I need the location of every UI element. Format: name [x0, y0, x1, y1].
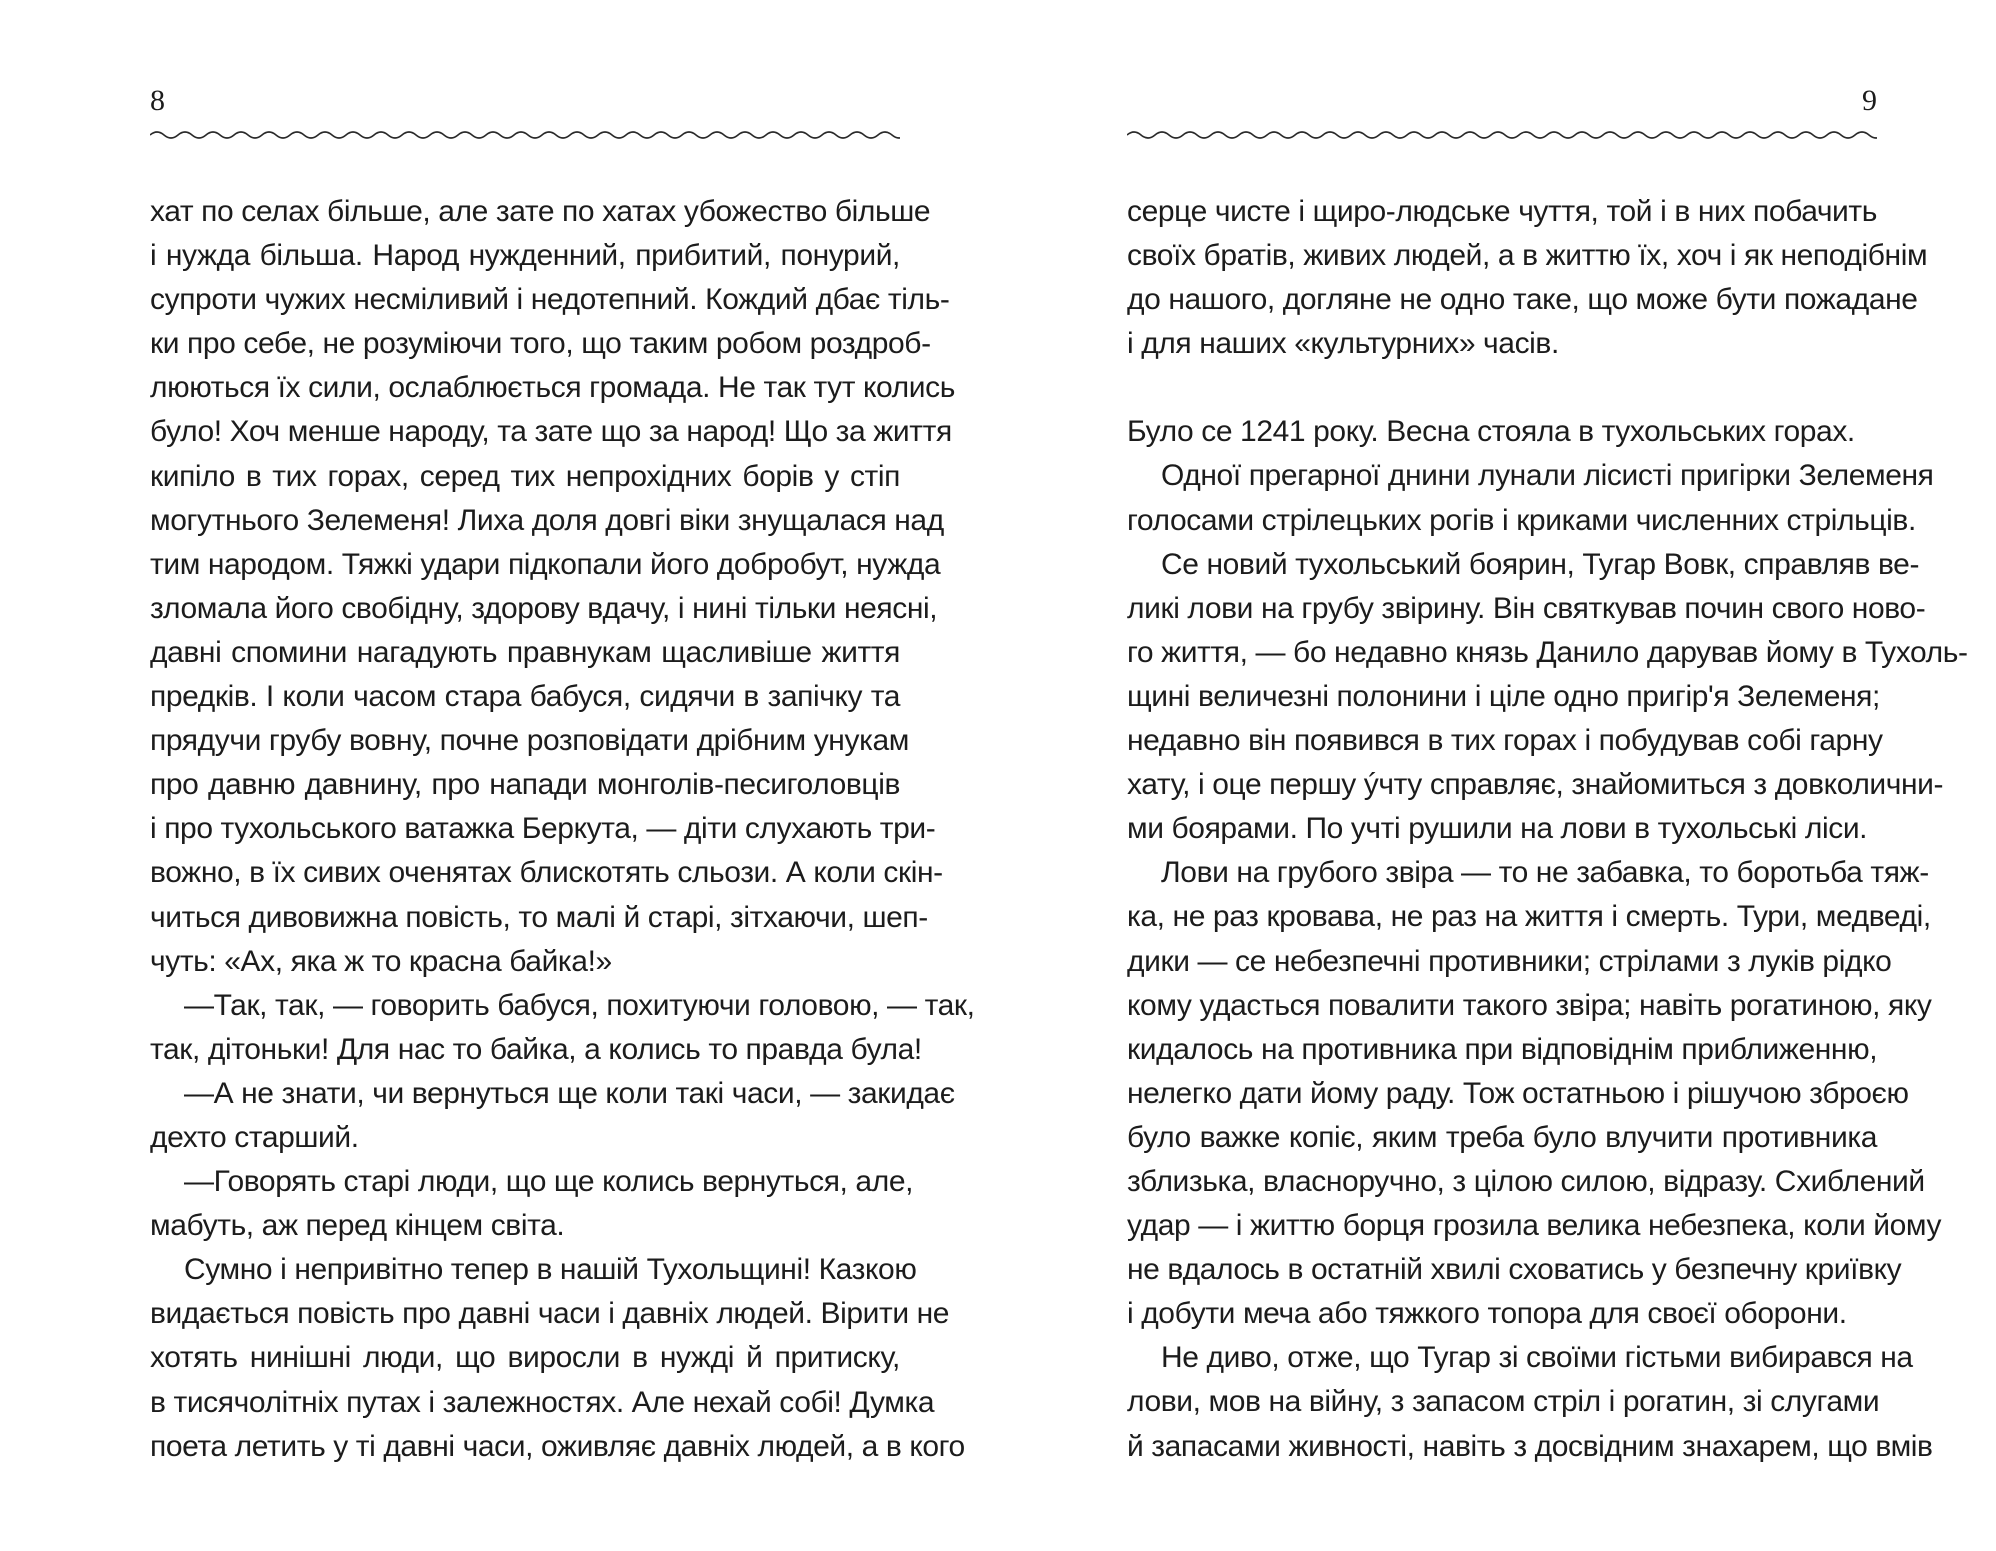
right-page-body: [1127, 190, 1968, 1469]
text-line: хат по селах більше, але зате по хатах убожество більше: [150, 195, 931, 228]
text-line: так, дітоньки! Для нас то байка, а колись то правда була!: [150, 1032, 922, 1066]
text-line: —А не знати, чи вернуться ще коли такі часи, — закидає: [184, 1076, 955, 1110]
text-line: недавно він появився в тих горах і побудував собі гарну: [1127, 724, 1883, 758]
text-line: в тисячолітніх путах і залежностях. Але нехай собі! Думка: [150, 1385, 935, 1419]
text-line: —Говорять старі люди, що ще колись вернуться, але,: [184, 1165, 914, 1199]
text-line: го життя, — бо недавно князь Данило дарував йому в Тухоль-: [1127, 635, 1968, 669]
text-line: не вдалось в остатній хвилі сховатись у безпечну криївку: [1127, 1253, 1902, 1287]
text-line: Одної прегарної днини лунали лісисті пригірки Зелеменя: [1161, 459, 1934, 493]
text-line: кидалось на противника при відповіднім приближенню,: [1127, 1032, 1878, 1066]
text-line: —Так, так, — говорить бабуся, похитуючи головою, — так,: [184, 988, 975, 1022]
text-line: лови, мов на війну, з запасом стріл і рогатин, зі слугами: [1127, 1385, 1880, 1419]
left-page-body: [150, 190, 975, 1469]
text-line: голосами стрілецьких рогів і криками численних стрільців.: [1127, 503, 1916, 537]
section-break: [1127, 366, 1877, 410]
text-line: і для наших «культурних» часів.: [1127, 327, 1559, 361]
text-line: тим народом. Тяжкі удари підкопали його добробут, нужда: [150, 547, 941, 581]
text-line: вожно, в їх сивих оченятах блискотять сльози. А коли скін-: [150, 856, 943, 890]
text-line: предків. І коли часом стара бабуся, сидячи в запічку та: [150, 680, 900, 714]
text-line: було важке копіє, яким треба було влучити противника: [1127, 1120, 1877, 1154]
text-line: кипіло в тих горах, серед тих непрохідних борів у стіп: [150, 459, 900, 493]
text-line: ликі лови на грубу звірину. Він святкував почин свого ново-: [1127, 591, 1926, 625]
text-line: супроти чужих несміливий і недотепний. Кождий дбає тіль-: [150, 283, 950, 317]
text-line: кому удасться повалити такого звіра; навіть рогатиною, яку: [1127, 988, 1932, 1022]
text-line: і про тухольського ватажка Беркута, — діти слухають три-: [150, 812, 936, 846]
text-line: мабуть, аж перед кінцем світа.: [150, 1209, 565, 1243]
text-line: і добути меча або тяжкого топора для своєї оборони.: [1127, 1297, 1847, 1331]
text-line: щині величезні полонини і ціле одно пригір'я Зелеменя;: [1127, 679, 1880, 713]
text-line: й запасами живності, навіть з досвідним знахарем, що вмів: [1127, 1429, 1933, 1463]
text-line: Не диво, отже, що Тугар зі своїми гістьми вибирався на: [1161, 1341, 1913, 1375]
text-line: ми боярами. По учті рушили на лови в тухольські ліси.: [1127, 812, 1868, 846]
text-line: Лови на грубого звіра — то не забавка, то боротьба тяж-: [1161, 856, 1929, 890]
text-line: чуть: «Ах, яка ж то красна байка!»: [150, 944, 612, 978]
text-line: читься дивовижна повість, то малі й старі, зітхаючи, шеп-: [150, 900, 928, 934]
text-line: прядучи грубу вовну, почне розповідати дрібним унукам: [150, 724, 909, 758]
text-line: Сумно і непривітно тепер в нашій Тухольщині! Казкою: [184, 1253, 917, 1287]
text-line: ки про себе, не розуміючи того, що таким робом роздроб-: [150, 327, 931, 361]
page-number: 9: [1862, 84, 1877, 117]
text-line: було! Хоч менше народу, та зате що за народ! Що за життя: [150, 415, 952, 449]
text-line: ка, не раз кровава, не раз на життя і смерть. Тури, медведі,: [1127, 900, 1931, 934]
text-line: зблизька, власноручно, з цілою силою, відразу. Схиблений: [1127, 1164, 1925, 1198]
text-line: Було се 1241 року. Весна стояла в тухольських горах.: [1127, 415, 1855, 449]
text-line: поета летить у ті давні часи, оживляє давніх людей, а в кого: [150, 1429, 965, 1463]
text-line: люються їх сили, ослаблюється громада. Не так тут колись: [150, 371, 955, 405]
text-line: видається повість про давні часи і давніх людей. Вірити не: [150, 1297, 950, 1331]
text-line: серце чисте і щиро-людське чуття, той і в них побачить: [1127, 195, 1877, 228]
text-line: дики — се небезпечні противники; стрілами з луків рідко: [1127, 944, 1892, 978]
wavy-rule-ornament: [1127, 127, 1877, 143]
text-line: хотять нинішні люди, що виросли в нужді й притиску,: [150, 1341, 900, 1375]
text-line: удар — і життю борця грозила велика небезпека, коли йому: [1127, 1209, 1942, 1243]
text-line: своїх братів, живих людей, а в життю їх, хоч і як неподібнім: [1127, 239, 1928, 273]
wavy-rule-ornament: [150, 127, 900, 143]
text-line: Се новий тухольський боярин, Тугар Вовк, справляв ве-: [1161, 547, 1920, 581]
text-line: і нужда більша. Народ нужденний, прибитий, понурий,: [150, 239, 900, 273]
text-line: нелегко дати йому раду. Тож остатньою і рішучою зброєю: [1127, 1076, 1909, 1110]
page-number: 8: [150, 84, 165, 117]
left-page: [150, 0, 975, 1551]
text-line: могутнього Зелеменя! Лиха доля довгі віки знущалася над: [150, 503, 944, 537]
right-page: [1127, 0, 1968, 1551]
text-line: давні спомини нагадують правнукам щасливіше життя: [150, 635, 900, 669]
text-line: дехто старший.: [150, 1120, 359, 1154]
text-line: про давню давнину, про напади монголів-песиголовців: [150, 768, 900, 802]
text-line: зломала його свобідну, здорову вдачу, і нині тільки неясні,: [150, 591, 938, 625]
text-line: хату, і оце першу ýчту справляє, знайомиться з довколични-: [1127, 768, 1944, 802]
text-line: до нашого, догляне не одно таке, що може бути пожадане: [1127, 283, 1918, 317]
